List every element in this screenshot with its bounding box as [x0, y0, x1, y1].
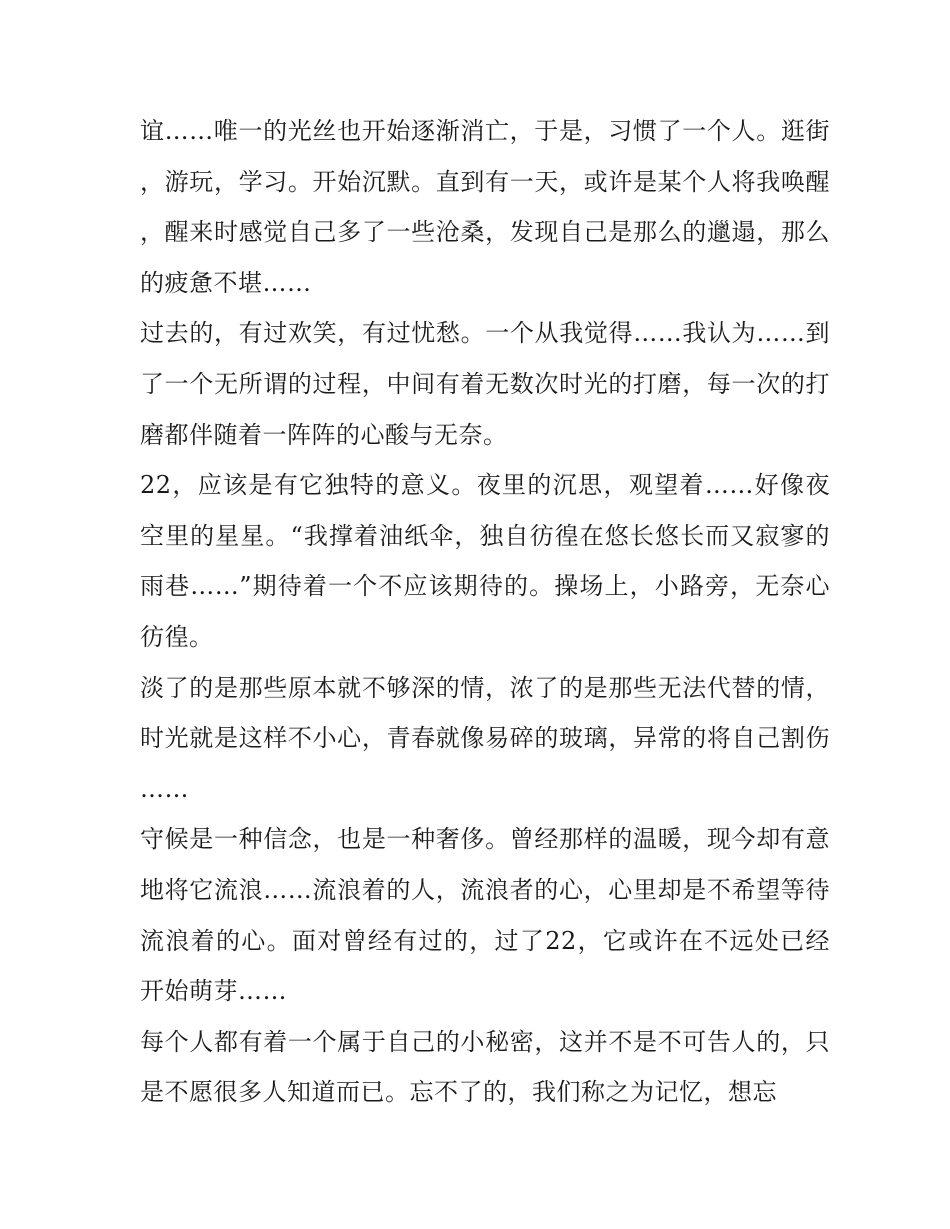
paragraph-5: 守候是一种信念，也是一种奢侈。曾经那样的温暖，现今却有意地将它流浪……流浪着的人，流浪者的心，心里却是不希望等待流浪着的心。面对曾经有过的，过了22，它或许在不远处已经开始萌芽……: [140, 825, 830, 1006]
paragraph-2: 过去的，有过欢笑，有过忧愁。一个从我觉得……我认为……到了一个无所谓的过程，中间有着无数次时光的打磨，每一次的打磨都伴随着一阵阵的心酸与无奈。: [140, 319, 830, 449]
paragraph-4: 淡了的是那些原本就不够深的情，浓了的是那些无法代替的情，时光就是这样不小心，青春就像易碎的玻璃，异常的将自己割伤……: [140, 673, 830, 803]
paragraph-3: 22，应该是有它独特的意义。夜里的沉思，观望着……好像夜空里的星星。“我撑着油纸伞，独自彷徨在悠长悠长而又寂寥的雨巷……”期待着一个不应该期待的。操场上，小路旁，无奈心彷徨。: [140, 471, 830, 651]
document-body: [140, 106, 830, 1118]
paragraph-6: 每个人都有着一个属于自己的小秘密，这并不是不可告人的，只是不愿很多人知道而已。忘不了的，我们称之为记忆，想忘: [140, 1027, 830, 1107]
paragraph-1: 谊……唯一的光丝也开始逐渐消亡，于是，习惯了一个人。逛街，游玩，学习。开始沉默。直到有一天，或许是某个人将我唤醒，醒来时感觉自己多了一些沧桑，发现自己是那么的邋遢，那么的疲惫不堪……: [140, 117, 830, 297]
